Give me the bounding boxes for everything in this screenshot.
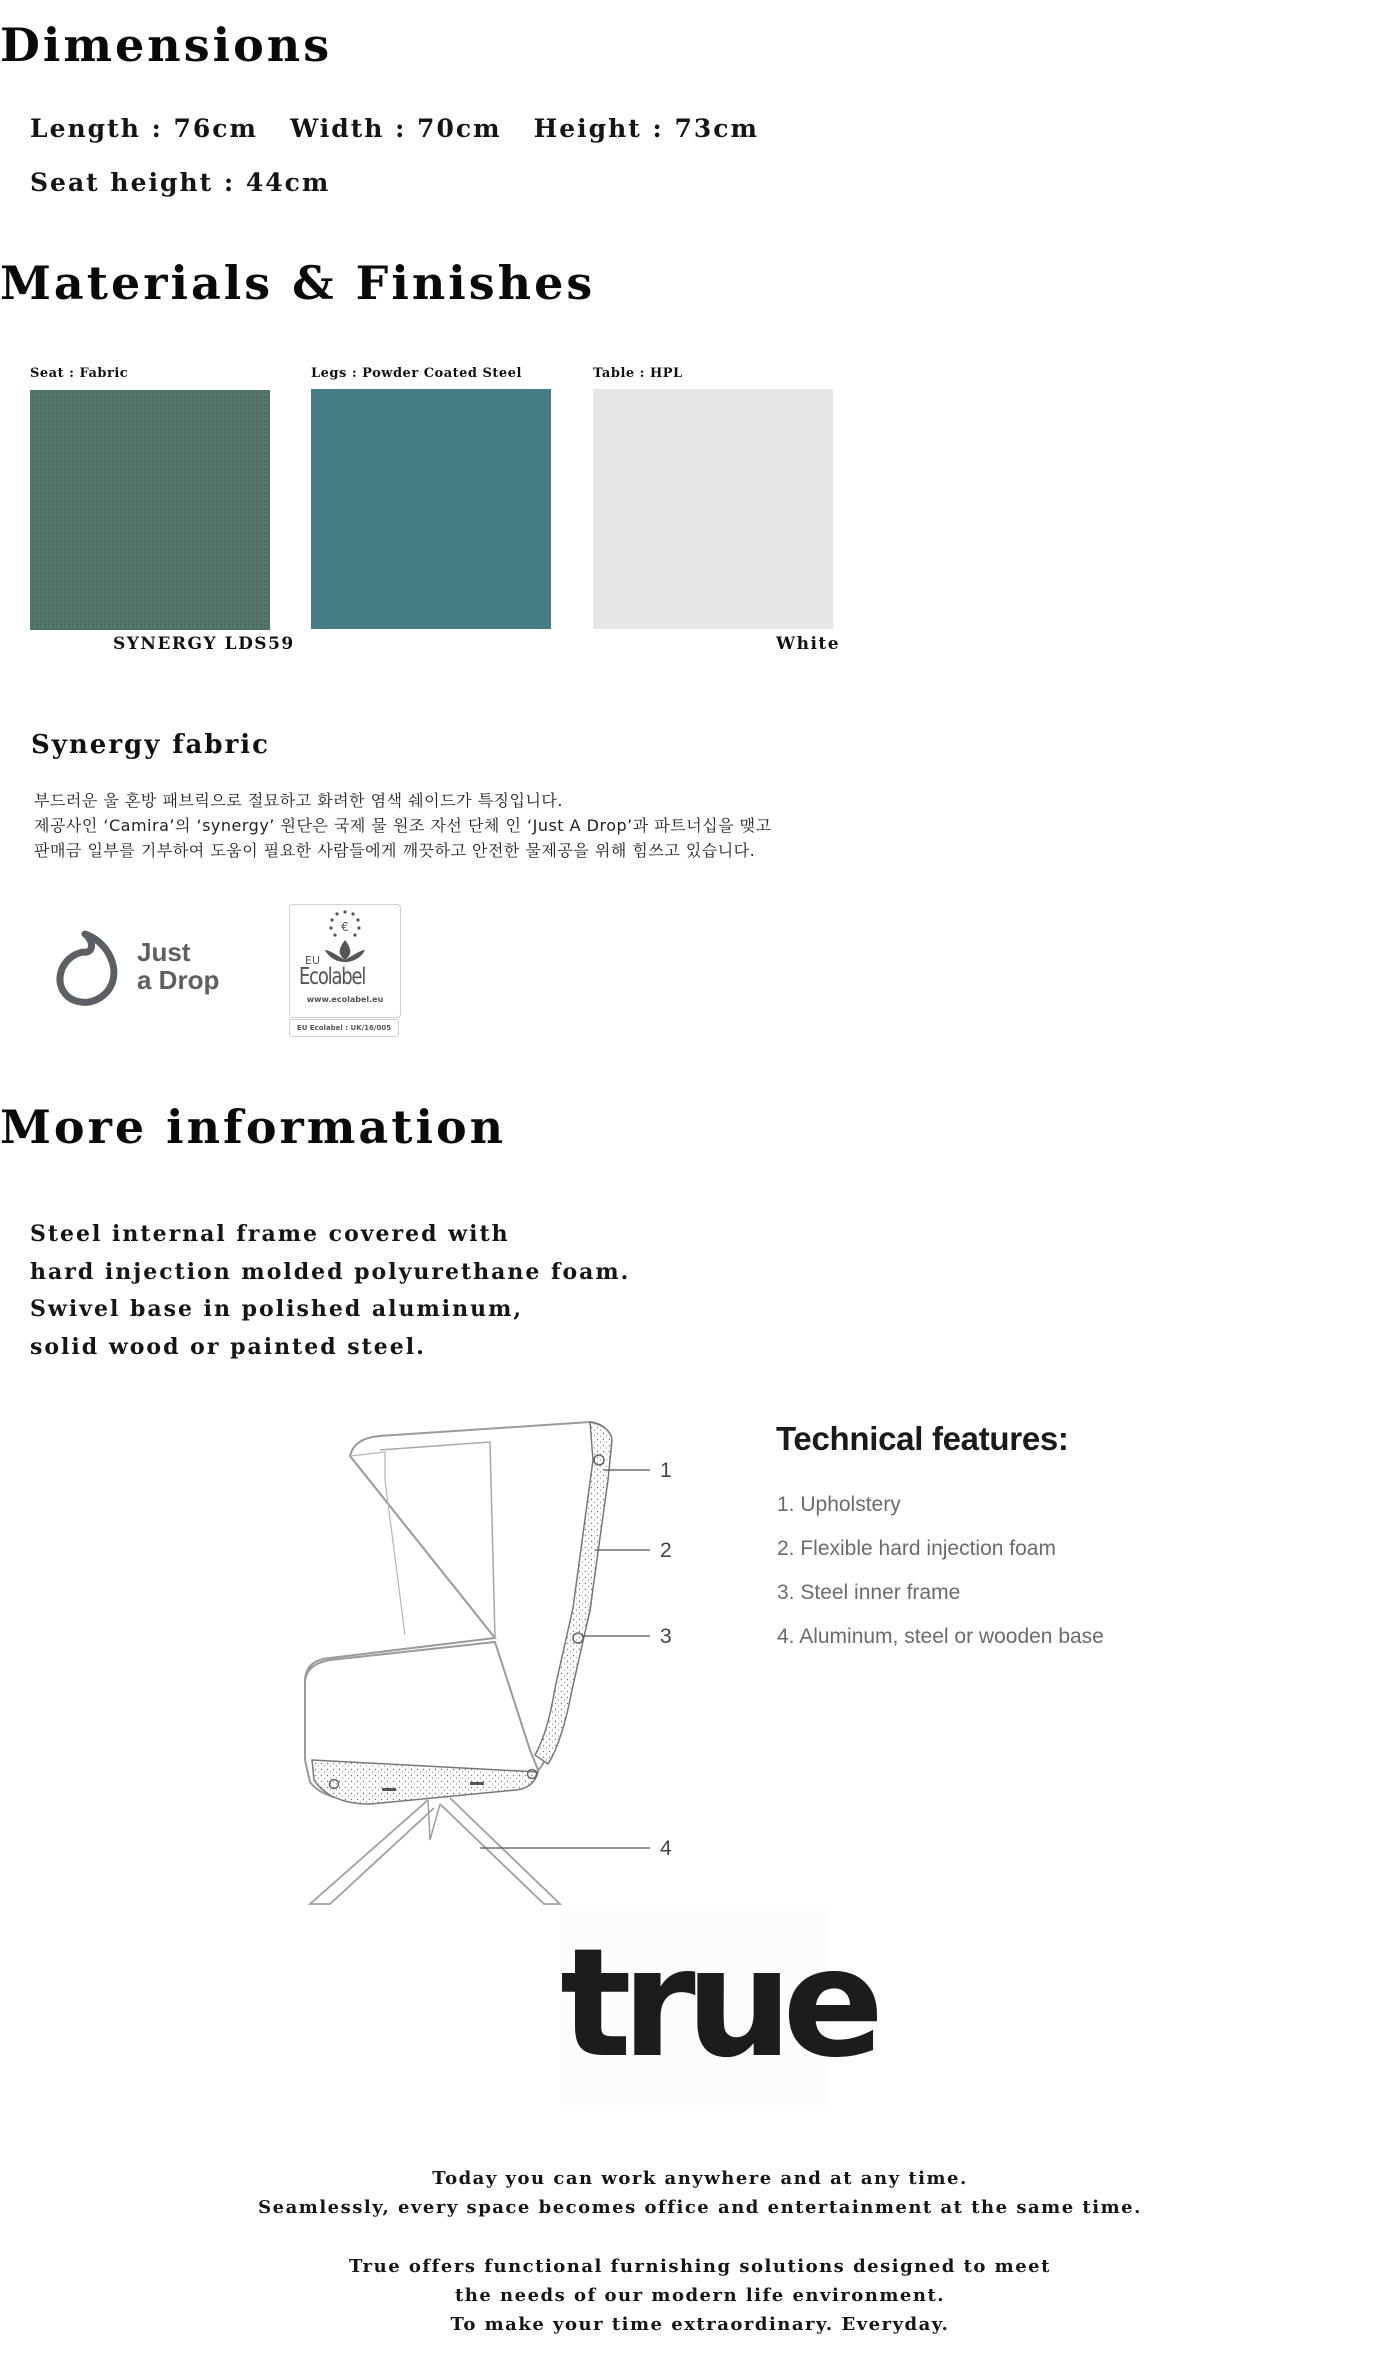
hpl-swatch	[593, 389, 833, 629]
svg-text:€: €	[341, 920, 349, 934]
materials-heading: Materials & Finishes	[0, 256, 596, 310]
synergy-description-line-3: 판매금 일부를 기부하여 도움이 필요한 사람들에게 깨끗하고 안전한 물제공을 위해 힘쓰고 있습니다.	[34, 841, 756, 860]
more-info-line-3: Swivel base in polished aluminum,	[30, 1296, 524, 1322]
chair-technical-drawing	[290, 1420, 710, 1910]
callout-number-3: 3	[660, 1625, 672, 1648]
synergy-description-line-1: 부드러운 울 혼방 패브릭으로 절묘하고 화려한 염색 쉐이드가 특징입니다.	[34, 791, 563, 810]
footer-line-5: the needs of our modern life environment.	[454, 2285, 946, 2306]
water-drop-icon	[55, 928, 125, 1008]
true-logo	[560, 1910, 875, 2110]
fabric-texture	[30, 390, 270, 630]
true-logo-text: true	[560, 1917, 875, 2091]
eu-ecolabel-logo	[289, 904, 401, 1038]
powder-coat-swatch	[311, 389, 551, 629]
footer-line-6: To make your time extraordinary. Everyday.	[450, 2314, 950, 2335]
more-info-line-2: hard injection molded polyurethane foam.	[30, 1258, 631, 1285]
ecolabel-code-text: EU Ecolabel : UK/16/005	[289, 1019, 399, 1037]
footer-line-1: Today you can work anywhere and at any time.	[432, 2168, 968, 2189]
swatch-name-seat: SYNERGY LDS59	[113, 634, 295, 654]
more-info-line-1: Steel internal frame covered with	[30, 1221, 510, 1247]
more-information-heading: More information	[0, 1100, 507, 1154]
ecolabel-url-text: www.ecolabel.eu	[306, 995, 384, 1004]
swatch-name-table: White	[776, 634, 841, 654]
technical-feature-3: 3. Steel inner frame	[777, 1581, 961, 1604]
footer-line-2: Seamlessly, every space becomes office and entertainment at the same time.	[258, 2197, 1142, 2218]
swatch-label-seat: Seat : Fabric	[30, 366, 129, 381]
dimensions-heading: Dimensions	[0, 18, 333, 72]
technical-feature-4: 4. Aluminum, steel or wooden base	[777, 1625, 1104, 1648]
more-info-line-4: solid wood or painted steel.	[30, 1333, 426, 1360]
just-a-drop-text-2: a Drop	[137, 965, 220, 995]
swatch-label-table: Table : HPL	[593, 366, 683, 381]
dimensions-seat-height-text: Seat height : 44cm	[30, 168, 331, 197]
ecolabel-eu-text: EU	[305, 954, 321, 967]
ecolabel-name-text: Ecolabel	[299, 964, 366, 990]
technical-feature-2: 2. Flexible hard injection foam	[777, 1537, 1056, 1560]
technical-features-heading: Technical features:	[776, 1420, 1069, 1457]
fabric-swatch	[30, 390, 270, 630]
synergy-heading: Synergy fabric	[31, 730, 270, 760]
callout-number-1: 1	[660, 1459, 672, 1482]
just-a-drop-text-1: Just	[137, 937, 191, 967]
swatch-label-legs: Legs : Powder Coated Steel	[311, 366, 522, 381]
callout-number-2: 2	[660, 1539, 672, 1562]
synergy-description-line-2: 제공사인 ‘Camira’의 ‘synergy’ 원단은 국제 물 원조 자선 단체 인 ‘Just A Drop’과 파트너십을 맺고	[34, 816, 772, 835]
technical-feature-1: 1. Upholstery	[777, 1493, 901, 1516]
just-a-drop-logo	[55, 928, 245, 1008]
callout-number-4: 4	[660, 1837, 672, 1860]
footer-line-4: True offers functional furnishing solutions designed to meet	[349, 2256, 1051, 2277]
dimensions-size-text: Length : 76cm Width : 70cm Height : 73cm	[30, 114, 759, 143]
